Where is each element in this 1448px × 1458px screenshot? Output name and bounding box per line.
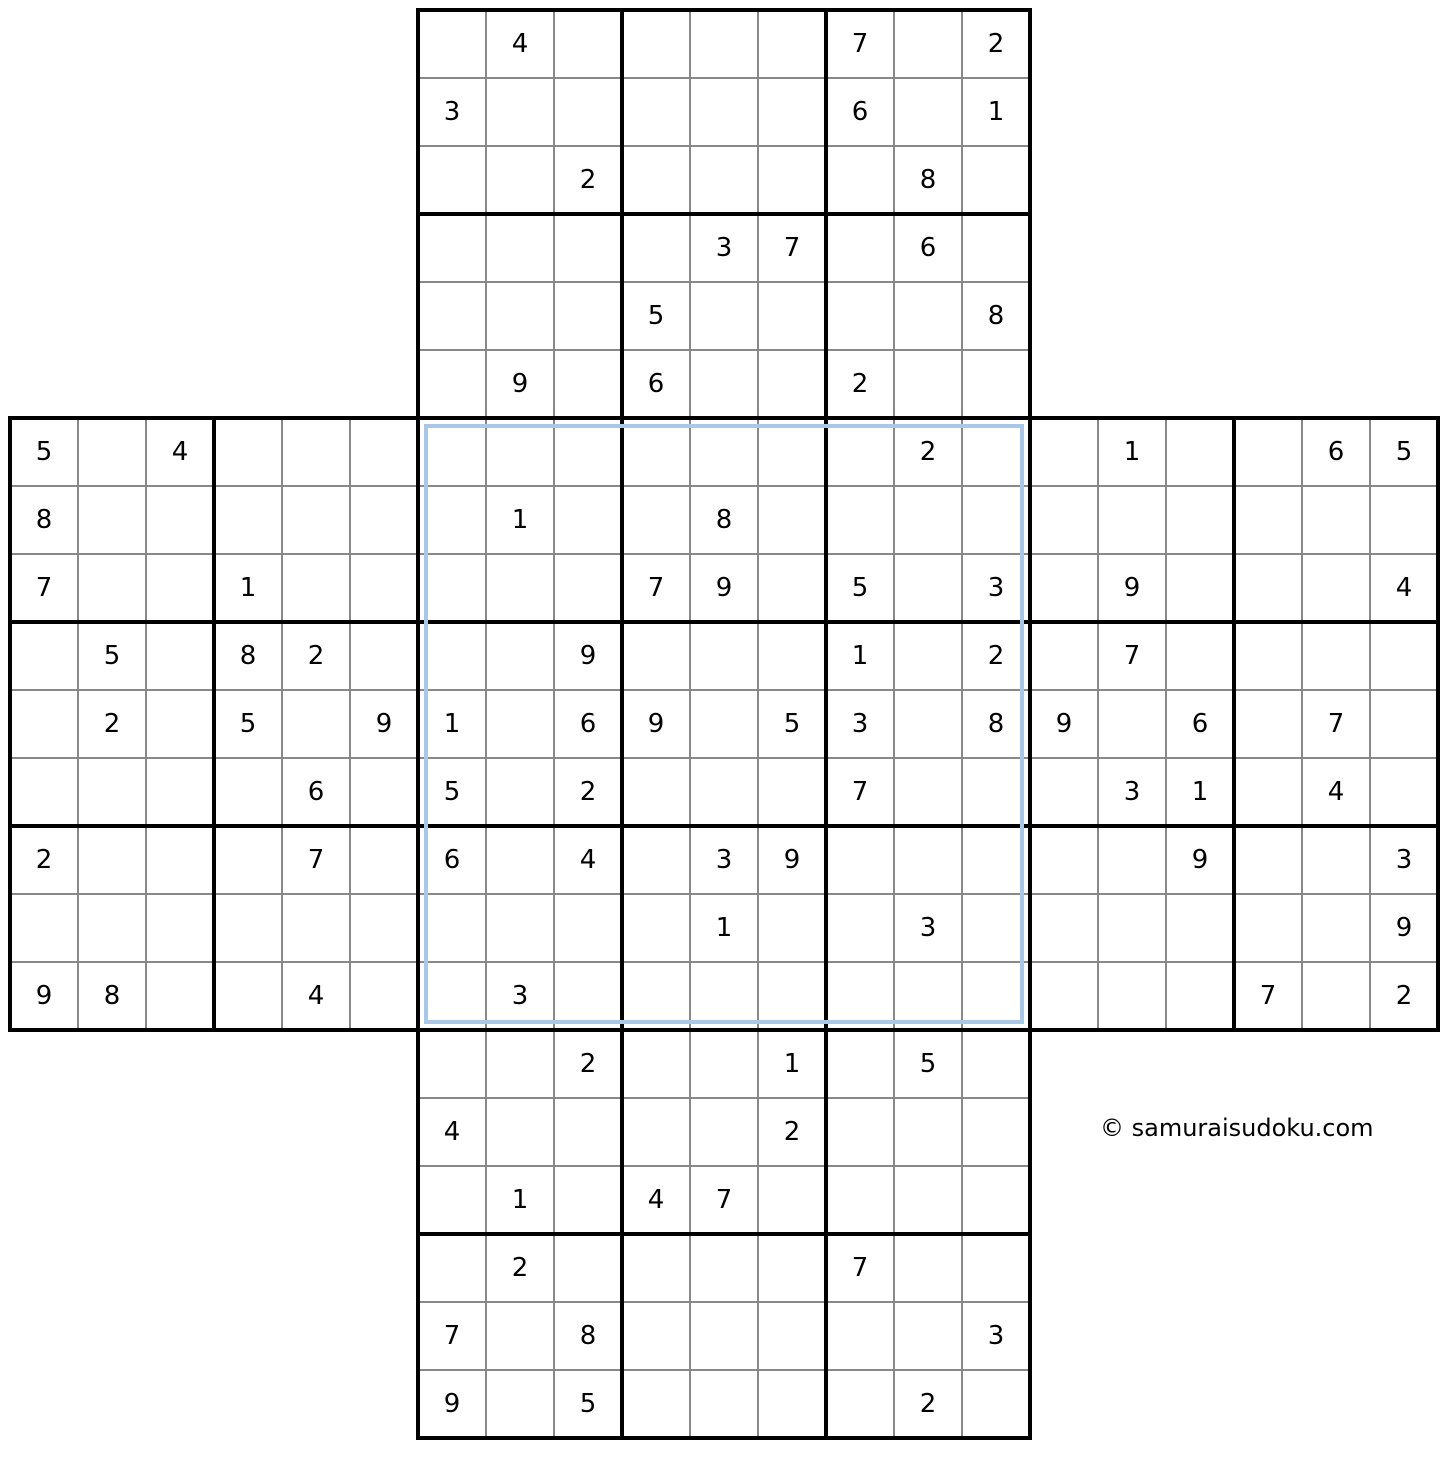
empty-cell[interactable] xyxy=(214,418,282,486)
empty-cell[interactable] xyxy=(1234,622,1302,690)
empty-cell[interactable] xyxy=(282,418,350,486)
given-digit-cell: 1 xyxy=(511,1185,529,1215)
empty-cell[interactable] xyxy=(282,486,350,554)
given-digit-cell: 2 xyxy=(579,777,597,807)
given-digit-cell: 6 xyxy=(919,233,937,263)
empty-cell[interactable] xyxy=(554,554,622,622)
empty-cell[interactable] xyxy=(758,418,826,486)
empty-cell[interactable] xyxy=(1030,418,1098,486)
given-digit-cell: 6 xyxy=(443,845,461,875)
given-digit-cell: 2 xyxy=(579,165,597,195)
empty-cell[interactable] xyxy=(1030,554,1098,622)
empty-cell[interactable] xyxy=(894,826,962,894)
empty-cell[interactable] xyxy=(78,554,146,622)
empty-cell[interactable] xyxy=(1302,486,1370,554)
empty-cell[interactable] xyxy=(622,418,690,486)
given-digit-cell: 5 xyxy=(647,301,665,331)
given-digit-cell: 4 xyxy=(511,29,529,59)
empty-cell[interactable] xyxy=(1302,554,1370,622)
empty-cell[interactable] xyxy=(622,1234,690,1302)
given-digit-cell: 5 xyxy=(1395,437,1413,467)
empty-cell[interactable] xyxy=(690,78,758,146)
given-digit-cell: 6 xyxy=(647,369,665,399)
empty-cell[interactable] xyxy=(690,1030,758,1098)
empty-cell[interactable] xyxy=(350,622,418,690)
empty-cell[interactable] xyxy=(486,78,554,146)
given-digit-cell: 4 xyxy=(647,1185,665,1215)
empty-cell[interactable] xyxy=(894,758,962,826)
empty-cell[interactable] xyxy=(622,10,690,78)
empty-cell[interactable] xyxy=(622,214,690,282)
given-digit-cell: 4 xyxy=(1395,573,1413,603)
empty-cell[interactable] xyxy=(486,1030,554,1098)
empty-cell[interactable] xyxy=(418,554,486,622)
given-digit-cell: 7 xyxy=(851,29,869,59)
empty-cell[interactable] xyxy=(146,826,214,894)
empty-cell[interactable] xyxy=(1302,826,1370,894)
empty-cell[interactable] xyxy=(1030,962,1098,1030)
given-digit-cell: 9 xyxy=(375,709,393,739)
given-digit-cell: 5 xyxy=(443,777,461,807)
empty-cell[interactable] xyxy=(758,1166,826,1234)
given-digit-cell: 3 xyxy=(715,233,733,263)
given-digit-cell: 6 xyxy=(307,777,325,807)
given-digit-cell: 8 xyxy=(987,301,1005,331)
empty-cell[interactable] xyxy=(962,146,1030,214)
empty-cell[interactable] xyxy=(826,486,894,554)
given-digit-cell: 3 xyxy=(919,913,937,943)
given-digit-cell: 3 xyxy=(443,97,461,127)
given-digit-cell: 7 xyxy=(851,777,869,807)
empty-cell[interactable] xyxy=(350,486,418,554)
given-digit-cell: 9 xyxy=(647,709,665,739)
empty-cell[interactable] xyxy=(214,486,282,554)
empty-cell[interactable] xyxy=(1370,690,1438,758)
empty-cell[interactable] xyxy=(10,690,78,758)
given-digit-cell: 8 xyxy=(579,1321,597,1351)
empty-cell[interactable] xyxy=(1370,486,1438,554)
given-digit-cell: 7 xyxy=(1327,709,1345,739)
empty-cell[interactable] xyxy=(894,78,962,146)
empty-cell[interactable] xyxy=(690,962,758,1030)
given-digit-cell: 7 xyxy=(715,1185,733,1215)
empty-cell[interactable] xyxy=(1234,554,1302,622)
empty-cell[interactable] xyxy=(758,282,826,350)
given-digit-cell: 1 xyxy=(443,709,461,739)
empty-cell[interactable] xyxy=(78,894,146,962)
empty-cell[interactable] xyxy=(1234,826,1302,894)
empty-cell[interactable] xyxy=(1166,418,1234,486)
empty-cell[interactable] xyxy=(350,418,418,486)
given-digit-cell: 9 xyxy=(715,573,733,603)
empty-cell[interactable] xyxy=(486,894,554,962)
empty-cell[interactable] xyxy=(350,758,418,826)
empty-cell[interactable] xyxy=(690,690,758,758)
empty-cell[interactable] xyxy=(894,350,962,418)
given-digit-cell: 7 xyxy=(307,845,325,875)
given-digit-cell: 2 xyxy=(987,641,1005,671)
given-digit-cell: 3 xyxy=(987,573,1005,603)
empty-cell[interactable] xyxy=(486,758,554,826)
given-digit-cell: 5 xyxy=(919,1049,937,1079)
empty-cell[interactable] xyxy=(146,554,214,622)
empty-cell[interactable] xyxy=(418,1166,486,1234)
empty-cell[interactable] xyxy=(418,486,486,554)
empty-cell[interactable] xyxy=(418,622,486,690)
empty-cell[interactable] xyxy=(826,1030,894,1098)
empty-cell[interactable] xyxy=(1030,894,1098,962)
empty-cell[interactable] xyxy=(350,826,418,894)
empty-cell[interactable] xyxy=(758,10,826,78)
empty-cell[interactable] xyxy=(1098,486,1166,554)
empty-cell[interactable] xyxy=(146,962,214,1030)
empty-cell[interactable] xyxy=(894,486,962,554)
empty-cell[interactable] xyxy=(1234,418,1302,486)
given-digit-cell: 1 xyxy=(783,1049,801,1079)
given-digit-cell: 2 xyxy=(35,845,53,875)
empty-cell[interactable] xyxy=(962,894,1030,962)
empty-cell[interactable] xyxy=(758,78,826,146)
empty-cell[interactable] xyxy=(894,1166,962,1234)
given-digit-cell: 2 xyxy=(579,1049,597,1079)
given-digit-cell: 4 xyxy=(307,981,325,1011)
given-digit-cell: 6 xyxy=(851,97,869,127)
empty-cell[interactable] xyxy=(214,894,282,962)
empty-cell[interactable] xyxy=(894,282,962,350)
given-digit-cell: 5 xyxy=(851,573,869,603)
empty-cell[interactable] xyxy=(894,1098,962,1166)
empty-cell[interactable] xyxy=(622,1370,690,1438)
empty-cell[interactable] xyxy=(214,758,282,826)
empty-cell[interactable] xyxy=(146,894,214,962)
empty-cell[interactable] xyxy=(962,214,1030,282)
empty-cell[interactable] xyxy=(78,826,146,894)
given-digit-cell: 3 xyxy=(851,709,869,739)
empty-cell[interactable] xyxy=(826,1098,894,1166)
given-digit-cell: 7 xyxy=(783,233,801,263)
empty-cell[interactable] xyxy=(350,554,418,622)
empty-cell[interactable] xyxy=(758,758,826,826)
empty-cell[interactable] xyxy=(758,622,826,690)
empty-cell[interactable] xyxy=(622,146,690,214)
given-digit-cell: 9 xyxy=(1191,845,1209,875)
empty-cell[interactable] xyxy=(826,1166,894,1234)
given-digit-cell: 6 xyxy=(1191,709,1209,739)
given-digit-cell: 1 xyxy=(511,505,529,535)
empty-cell[interactable] xyxy=(826,282,894,350)
empty-cell[interactable] xyxy=(1370,758,1438,826)
given-digit-cell: 7 xyxy=(443,1321,461,1351)
empty-cell[interactable] xyxy=(690,282,758,350)
empty-cell[interactable] xyxy=(282,554,350,622)
empty-cell[interactable] xyxy=(962,1166,1030,1234)
given-digit-cell: 1 xyxy=(851,641,869,671)
empty-cell[interactable] xyxy=(826,214,894,282)
empty-cell[interactable] xyxy=(1098,690,1166,758)
given-digit-cell: 4 xyxy=(579,845,597,875)
empty-cell[interactable] xyxy=(214,826,282,894)
empty-cell[interactable] xyxy=(962,350,1030,418)
empty-cell[interactable] xyxy=(758,146,826,214)
empty-cell[interactable] xyxy=(282,894,350,962)
given-digit-cell: 8 xyxy=(715,505,733,535)
empty-cell[interactable] xyxy=(1234,690,1302,758)
given-digit-cell: 8 xyxy=(987,709,1005,739)
empty-cell[interactable] xyxy=(826,826,894,894)
empty-cell[interactable] xyxy=(690,1302,758,1370)
empty-cell[interactable] xyxy=(1234,486,1302,554)
empty-cell[interactable] xyxy=(894,622,962,690)
empty-cell[interactable] xyxy=(554,1234,622,1302)
empty-cell[interactable] xyxy=(622,962,690,1030)
given-digit-cell: 6 xyxy=(579,709,597,739)
empty-cell[interactable] xyxy=(758,894,826,962)
empty-cell[interactable] xyxy=(894,1234,962,1302)
empty-cell[interactable] xyxy=(418,894,486,962)
empty-cell[interactable] xyxy=(894,1302,962,1370)
empty-cell[interactable] xyxy=(622,1030,690,1098)
empty-cell[interactable] xyxy=(962,1098,1030,1166)
given-digit-cell: 7 xyxy=(1123,641,1141,671)
empty-cell[interactable] xyxy=(554,282,622,350)
empty-cell[interactable] xyxy=(962,758,1030,826)
given-digit-cell: 2 xyxy=(783,1117,801,1147)
empty-cell[interactable] xyxy=(622,894,690,962)
empty-cell[interactable] xyxy=(554,418,622,486)
empty-cell[interactable] xyxy=(826,418,894,486)
empty-cell[interactable] xyxy=(894,962,962,1030)
given-digit-cell: 3 xyxy=(1395,845,1413,875)
empty-cell[interactable] xyxy=(350,962,418,1030)
given-digit-cell: 1 xyxy=(239,573,257,603)
given-digit-cell: 2 xyxy=(851,369,869,399)
given-digit-cell: 5 xyxy=(35,437,53,467)
given-digit-cell: 2 xyxy=(511,1253,529,1283)
empty-cell[interactable] xyxy=(826,962,894,1030)
empty-cell[interactable] xyxy=(146,758,214,826)
given-digit-cell: 5 xyxy=(239,709,257,739)
empty-cell[interactable] xyxy=(146,486,214,554)
empty-cell[interactable] xyxy=(758,962,826,1030)
empty-cell[interactable] xyxy=(622,78,690,146)
empty-cell[interactable] xyxy=(486,1370,554,1438)
empty-cell[interactable] xyxy=(486,1098,554,1166)
empty-cell[interactable] xyxy=(418,418,486,486)
empty-cell[interactable] xyxy=(1370,622,1438,690)
empty-cell[interactable] xyxy=(690,418,758,486)
given-digit-cell: 3 xyxy=(1123,777,1141,807)
given-digit-cell: 9 xyxy=(783,845,801,875)
empty-cell[interactable] xyxy=(1166,622,1234,690)
empty-cell[interactable] xyxy=(1030,826,1098,894)
given-digit-cell: 2 xyxy=(987,29,1005,59)
empty-cell[interactable] xyxy=(826,894,894,962)
empty-cell[interactable] xyxy=(758,350,826,418)
empty-cell[interactable] xyxy=(1234,894,1302,962)
empty-cell[interactable] xyxy=(690,350,758,418)
empty-cell[interactable] xyxy=(962,1234,1030,1302)
given-digit-cell: 5 xyxy=(579,1389,597,1419)
empty-cell[interactable] xyxy=(690,146,758,214)
empty-cell[interactable] xyxy=(962,418,1030,486)
empty-cell[interactable] xyxy=(690,622,758,690)
given-digit-cell: 9 xyxy=(1123,573,1141,603)
empty-cell[interactable] xyxy=(78,758,146,826)
given-digit-cell: 8 xyxy=(35,505,53,535)
empty-cell[interactable] xyxy=(622,758,690,826)
given-digit-cell: 6 xyxy=(1327,437,1345,467)
given-digit-cell: 9 xyxy=(1395,913,1413,943)
empty-cell[interactable] xyxy=(1030,758,1098,826)
given-digit-cell: 2 xyxy=(919,1389,937,1419)
empty-cell[interactable] xyxy=(146,690,214,758)
empty-cell[interactable] xyxy=(418,146,486,214)
given-digit-cell: 3 xyxy=(987,1321,1005,1351)
empty-cell[interactable] xyxy=(554,1098,622,1166)
empty-cell[interactable] xyxy=(758,554,826,622)
empty-cell[interactable] xyxy=(622,622,690,690)
empty-cell[interactable] xyxy=(214,962,282,1030)
empty-cell[interactable] xyxy=(1098,962,1166,1030)
given-digit-cell: 9 xyxy=(35,981,53,1011)
given-digit-cell: 4 xyxy=(443,1117,461,1147)
given-digit-cell: 5 xyxy=(103,641,121,671)
empty-cell[interactable] xyxy=(554,214,622,282)
given-digit-cell: 4 xyxy=(1327,777,1345,807)
empty-cell[interactable] xyxy=(622,1302,690,1370)
given-digit-cell: 3 xyxy=(511,981,529,1011)
empty-cell[interactable] xyxy=(1166,486,1234,554)
empty-cell[interactable] xyxy=(486,418,554,486)
empty-cell[interactable] xyxy=(418,1234,486,1302)
empty-cell[interactable] xyxy=(1166,894,1234,962)
empty-cell[interactable] xyxy=(146,622,214,690)
empty-cell[interactable] xyxy=(554,894,622,962)
given-digit-cell: 9 xyxy=(1055,709,1073,739)
given-digit-cell: 2 xyxy=(103,709,121,739)
empty-cell[interactable] xyxy=(622,826,690,894)
empty-cell[interactable] xyxy=(1098,894,1166,962)
empty-cell[interactable] xyxy=(418,282,486,350)
empty-cell[interactable] xyxy=(418,962,486,1030)
empty-cell[interactable] xyxy=(418,350,486,418)
empty-cell[interactable] xyxy=(690,10,758,78)
given-digit-cell: 1 xyxy=(987,97,1005,127)
given-digit-cell: 1 xyxy=(1191,777,1209,807)
empty-cell[interactable] xyxy=(690,758,758,826)
empty-cell[interactable] xyxy=(554,78,622,146)
empty-cell[interactable] xyxy=(486,1302,554,1370)
empty-cell[interactable] xyxy=(962,1370,1030,1438)
empty-cell[interactable] xyxy=(758,1302,826,1370)
empty-cell[interactable] xyxy=(1302,894,1370,962)
empty-cell[interactable] xyxy=(758,1370,826,1438)
empty-cell[interactable] xyxy=(894,554,962,622)
empty-cell[interactable] xyxy=(10,894,78,962)
given-digit-cell: 2 xyxy=(1395,981,1413,1011)
empty-cell[interactable] xyxy=(758,486,826,554)
empty-cell[interactable] xyxy=(486,690,554,758)
empty-cell[interactable] xyxy=(826,1370,894,1438)
empty-cell[interactable] xyxy=(1166,962,1234,1030)
empty-cell[interactable] xyxy=(622,486,690,554)
empty-cell[interactable] xyxy=(486,146,554,214)
empty-cell[interactable] xyxy=(486,622,554,690)
empty-cell[interactable] xyxy=(486,554,554,622)
given-digit-cell: 1 xyxy=(715,913,733,943)
empty-cell[interactable] xyxy=(554,1166,622,1234)
empty-cell[interactable] xyxy=(554,350,622,418)
given-digit-cell: 2 xyxy=(919,437,937,467)
given-digit-cell: 8 xyxy=(239,641,257,671)
empty-cell[interactable] xyxy=(894,10,962,78)
given-digit-cell: 4 xyxy=(171,437,189,467)
empty-cell[interactable] xyxy=(690,1370,758,1438)
empty-cell[interactable] xyxy=(554,962,622,1030)
empty-cell[interactable] xyxy=(826,1302,894,1370)
given-digit-cell: 5 xyxy=(783,709,801,739)
empty-cell[interactable] xyxy=(486,282,554,350)
empty-cell[interactable] xyxy=(758,1234,826,1302)
empty-cell[interactable] xyxy=(350,894,418,962)
empty-cell[interactable] xyxy=(1302,962,1370,1030)
empty-cell[interactable] xyxy=(622,1098,690,1166)
empty-cell[interactable] xyxy=(1234,758,1302,826)
empty-cell[interactable] xyxy=(962,826,1030,894)
given-digit-cell: 9 xyxy=(443,1389,461,1419)
empty-cell[interactable] xyxy=(418,10,486,78)
empty-cell[interactable] xyxy=(1302,622,1370,690)
given-digit-cell: 8 xyxy=(103,981,121,1011)
given-digit-cell: 7 xyxy=(647,573,665,603)
empty-cell[interactable] xyxy=(690,1098,758,1166)
given-digit-cell: 7 xyxy=(35,573,53,603)
given-digit-cell: 9 xyxy=(511,369,529,399)
copyright-notice: © samuraisudoku.com xyxy=(1100,1114,1374,1142)
empty-cell[interactable] xyxy=(282,690,350,758)
empty-cell[interactable] xyxy=(1030,486,1098,554)
empty-cell[interactable] xyxy=(486,826,554,894)
given-digit-cell: 3 xyxy=(715,845,733,875)
empty-cell[interactable] xyxy=(418,214,486,282)
empty-cell[interactable] xyxy=(1030,622,1098,690)
given-digit-cell: 7 xyxy=(851,1253,869,1283)
empty-cell[interactable] xyxy=(1166,554,1234,622)
empty-cell[interactable] xyxy=(10,758,78,826)
given-digit-cell: 7 xyxy=(1259,981,1277,1011)
empty-cell[interactable] xyxy=(486,214,554,282)
empty-cell[interactable] xyxy=(690,1234,758,1302)
given-digit-cell: 8 xyxy=(919,165,937,195)
empty-cell[interactable] xyxy=(962,486,1030,554)
given-digit-cell: 2 xyxy=(307,641,325,671)
empty-cell[interactable] xyxy=(10,622,78,690)
empty-cell[interactable] xyxy=(826,146,894,214)
empty-cell[interactable] xyxy=(78,418,146,486)
empty-cell[interactable] xyxy=(962,1030,1030,1098)
given-digit-cell: 1 xyxy=(1123,437,1141,467)
empty-cell[interactable] xyxy=(962,962,1030,1030)
empty-cell[interactable] xyxy=(894,690,962,758)
empty-cell[interactable] xyxy=(554,10,622,78)
empty-cell[interactable] xyxy=(78,486,146,554)
empty-cell[interactable] xyxy=(554,486,622,554)
empty-cell[interactable] xyxy=(1098,826,1166,894)
given-digit-cell: 9 xyxy=(579,641,597,671)
empty-cell[interactable] xyxy=(418,1030,486,1098)
